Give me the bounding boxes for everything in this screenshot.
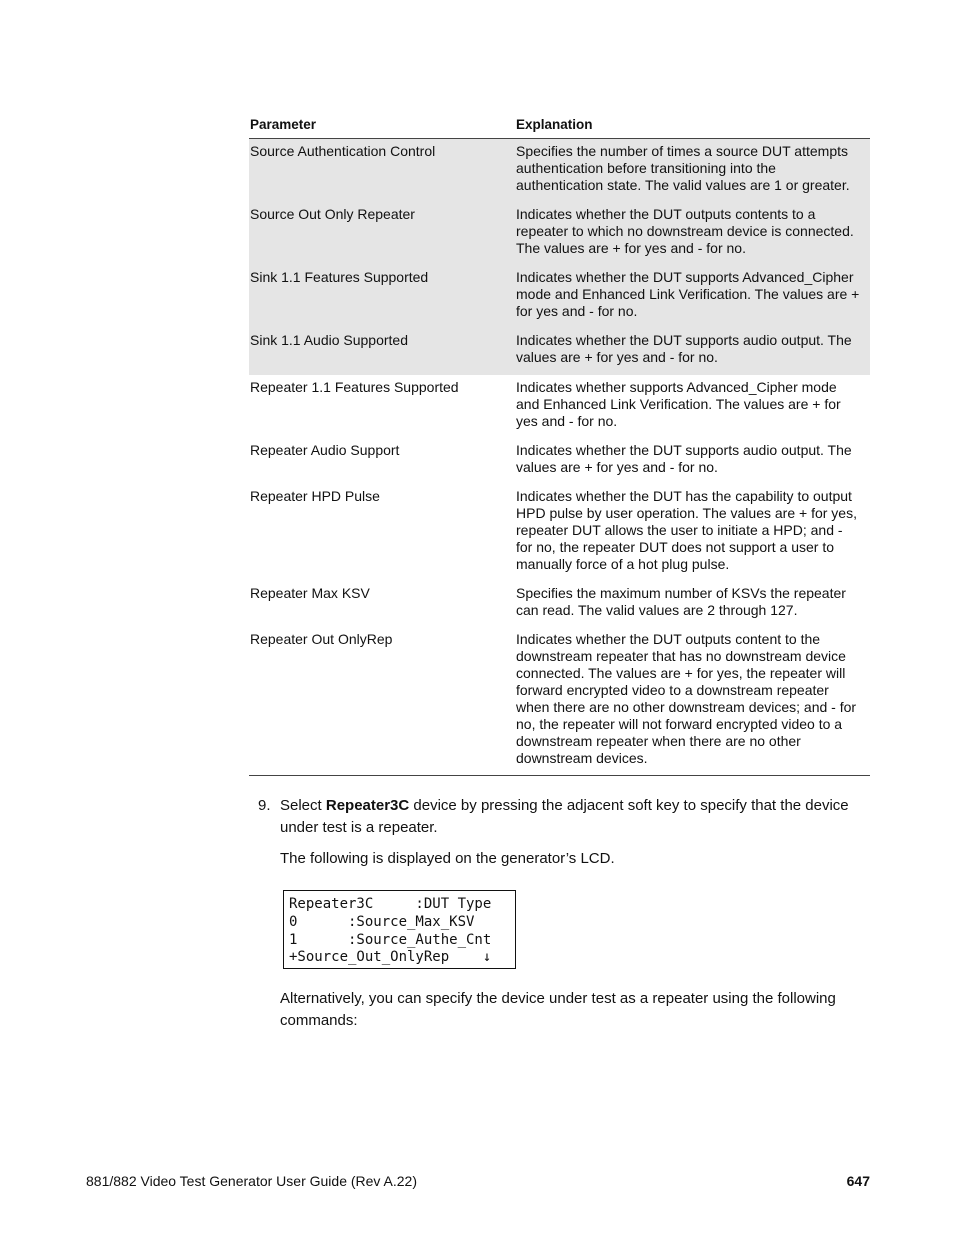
step-bold-term: Repeater3C [325, 797, 410, 814]
explanation-cell: Specifies the number of times a source DUT attempts authentication before transitioning into the authentication state. The valid values are 1 or greater. [515, 139, 870, 207]
header-parameter: Parameter [249, 116, 515, 139]
step-suffix: device by pressing the adjacent soft key to specify that the device under test is a repeater. [280, 797, 849, 836]
table-row [249, 631, 870, 776]
explanation-cell: Indicates whether the DUT supports Advanced_Cipher mode and Enhanced Link Verification. The values are + for yes and - for no. [515, 269, 870, 332]
parameter-cell: Repeater Audio Support [250, 442, 400, 458]
parameter-cell: Source Out Only Repeater [249, 206, 515, 269]
lcd-line-4: +Source_Out_OnlyRep ↓ [289, 949, 492, 965]
table-row [249, 139, 870, 207]
parameter-cell: Repeater Out OnlyRep [249, 631, 515, 776]
parameter-cell: Repeater 1.1 Features Supported [250, 379, 459, 395]
lcd-display [283, 890, 516, 969]
step-number: 9. [258, 797, 271, 814]
table-row [249, 375, 870, 442]
table-row [249, 332, 870, 375]
explanation-cell: Indicates whether the DUT outputs content to the downstream repeater that has no downstream device connected. The values are + for yes, the repeater will forward encrypted video to a downstream repeater when there are no other downstream devices; and - for no, the repeater will not forward encrypted video to a downstream repeater when there are no other downstream devices. [515, 631, 870, 776]
table-row [249, 269, 870, 332]
parameter-cell: Sink 1.1 Audio Supported [249, 332, 515, 375]
lcd-line-1: Repeater3C :DUT Type [289, 896, 492, 912]
table-header-row [249, 116, 870, 139]
parameter-cell: Repeater HPD Pulse [250, 488, 380, 504]
explanation-cell: Indicates whether the DUT supports audio output. The values are + for yes and - for no. [515, 332, 870, 375]
explanation-cell: Specifies the maximum number of KSVs the repeater can read. The valid values are 2 through 127. [516, 585, 846, 618]
parameter-cell: Sink 1.1 Features Supported [249, 269, 515, 332]
parameter-table [249, 116, 870, 776]
lcd-line-2: 0 :Source_Max_KSV [289, 914, 475, 930]
table-row [249, 488, 870, 585]
lcd-line-3: 1 :Source_Authe_Cnt [289, 932, 492, 948]
alternative-paragraph: Alternatively, you can specify the device under test as a repeater using the following commands: [280, 990, 836, 1029]
table-row [249, 206, 870, 269]
lcd-intro-paragraph: The following is displayed on the generator’s LCD. [280, 850, 615, 867]
explanation-cell: Indicates whether the DUT outputs contents to a repeater to which no downstream device is connected. The values are + for yes and - for no. [515, 206, 870, 269]
parameter-cell: Repeater Max KSV [250, 585, 370, 601]
page-number: 647 [846, 1173, 870, 1189]
table-row [249, 442, 870, 488]
step-text [280, 795, 870, 839]
footer-title: 881/882 Video Test Generator User Guide (Rev A.22) [86, 1173, 418, 1189]
explanation-cell: Indicates whether supports Advanced_Cipher mode and Enhanced Link Verification. The values are + for yes and - for no. [516, 379, 841, 429]
step-prefix: Select [280, 797, 326, 814]
table-row [249, 585, 870, 631]
explanation-cell: Indicates whether the DUT supports audio output. The values are + for yes and - for no. [516, 442, 852, 475]
explanation-cell: Indicates whether the DUT has the capability to output HPD pulse by user operation. The values are + for yes, repeater DUT allows the user to initiate a HPD; and - for no, the repeater DUT does not support a user to manually force of a hot plug pulse. [516, 488, 857, 572]
parameter-cell: Source Authentication Control [249, 139, 515, 207]
header-explanation: Explanation [515, 116, 870, 139]
